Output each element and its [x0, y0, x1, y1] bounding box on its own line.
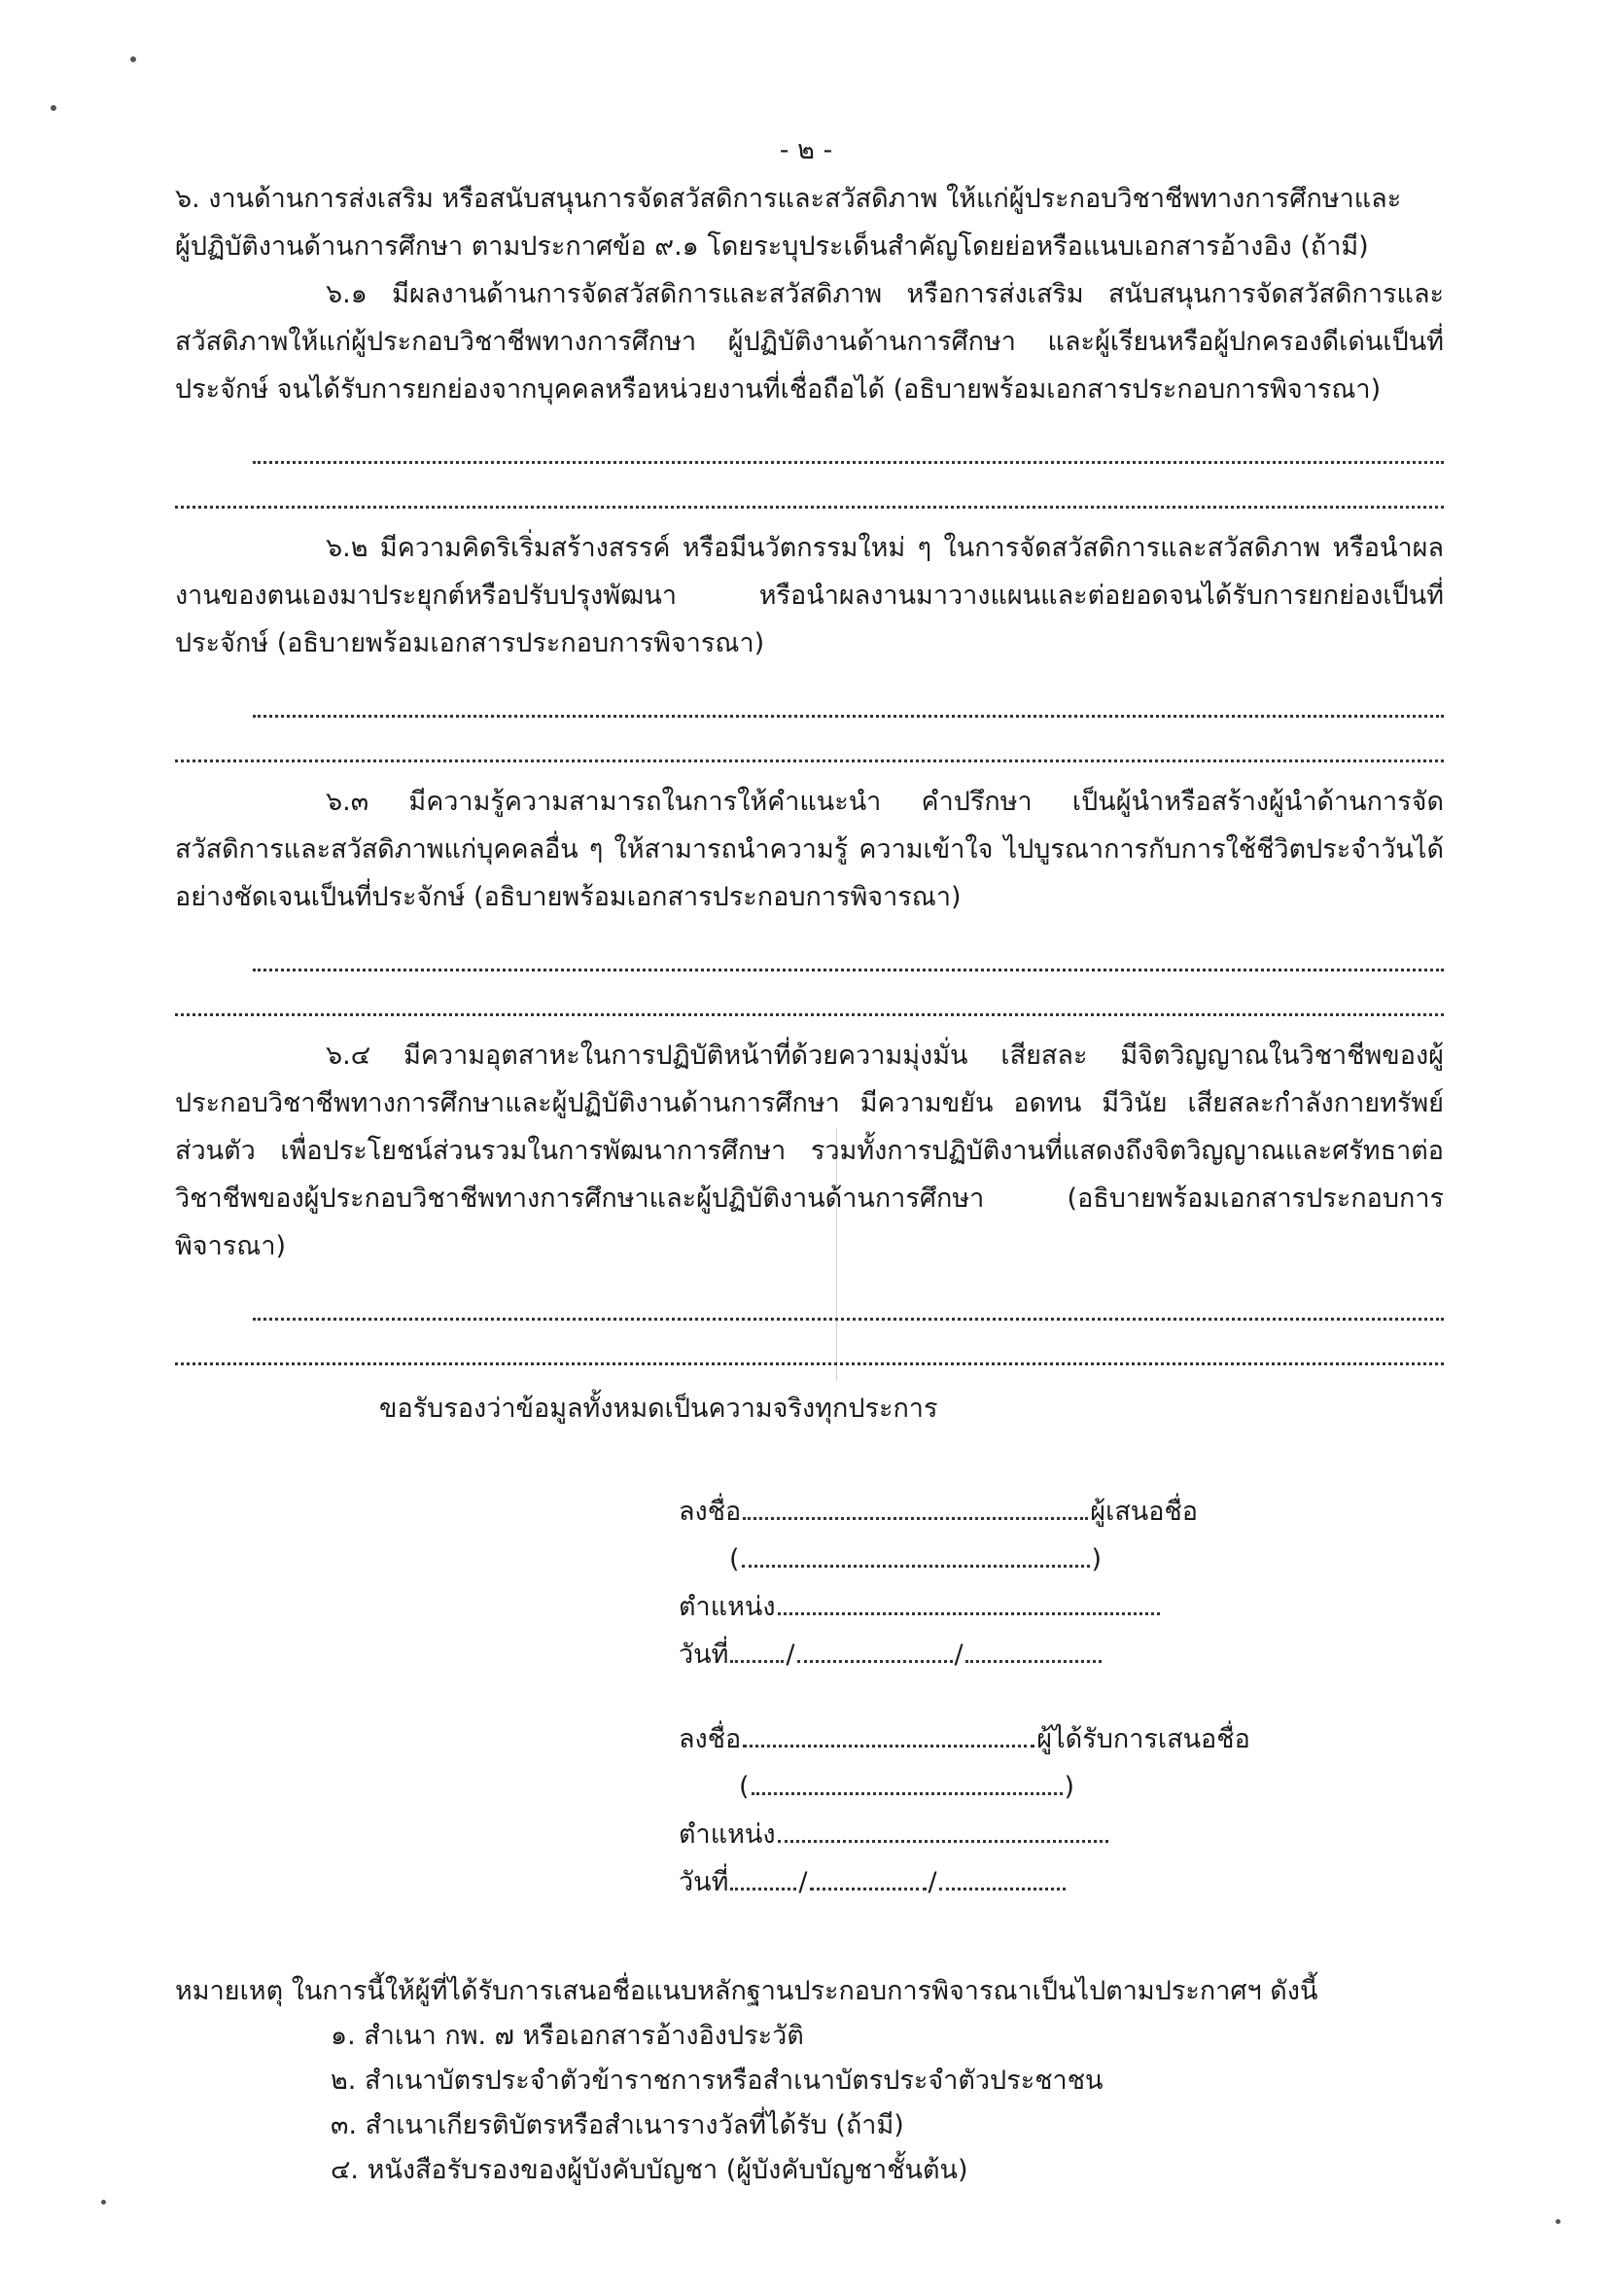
date-label: วันที่ [679, 1640, 729, 1670]
date-month-field[interactable] [797, 1639, 953, 1663]
note-item: ๓. สำเนาเกียรติบัตรหรือสำเนารางวัลที่ได้รับ (ถ้ามี) [331, 2110, 904, 2140]
position-field[interactable] [778, 1819, 1108, 1843]
scan-speck [1556, 2219, 1560, 2224]
printed-name-field[interactable] [742, 1543, 1090, 1568]
proposer-position-row [679, 1583, 1198, 1631]
nominee-name-row [679, 1763, 1250, 1811]
signature-field[interactable] [743, 1723, 1034, 1748]
answer-dotted-line[interactable] [175, 1321, 1444, 1365]
note-item: ๑. สำเนา กพ. ๗ หรือเอกสารอ้างอิงประวัติ [331, 2021, 804, 2051]
open-paren: ( [739, 1772, 750, 1802]
answer-dotted-line[interactable] [253, 419, 1444, 464]
item-6-4-answer-lines[interactable] [175, 1276, 1444, 1365]
answer-dotted-line[interactable] [253, 673, 1444, 718]
section-6-title-line-1: ๖. งานด้านการส่งเสริม หรือสนับสนุนการจัดสวัสดิการและสวัสดิภาพ ให้แก่ผู้ประกอบวิชาชีพทางการศึกษาและ [175, 184, 1402, 214]
nominee-date-row [679, 1858, 1250, 1906]
signature-field[interactable] [743, 1496, 1088, 1520]
note-item: ๔. หนังสือรับรองของผู้บังคับบัญชา (ผู้บังคับบัญชาชั้นต้น) [331, 2155, 968, 2185]
position-field[interactable] [778, 1591, 1160, 1615]
date-month-field[interactable] [810, 1866, 927, 1890]
section-6-title-line-2: ผู้ปฏิบัติงานด้านการศึกษา ตามประกาศข้อ ๙.๑ โดยระบุประเด็นสำคัญโดยย่อหรือแนบเอกสารอ้างอิง (ถ้ามี) [175, 231, 1369, 262]
item-6-4-text: ๖.๔ มีความอุตสาหะในการปฏิบัติหน้าที่ด้วยความมุ่งมั่น เสียสละ มีจิตวิญญาณในวิชาชีพของผู้ประกอบวิชาชีพทางการศึกษาและผู้ปฏิบัติงานด้านการศึกษา มีความขยัน อดทน มีวินัย เสียสละกำลังกายทรัพย์ส่วนตัว เพื่อประโยชน์ส่วนรวมในการพัฒนาการศึกษา รวมทั้งการปฏิบัติงานที่แสดงถึงจิตวิญญาณและศรัทธาต่อวิชาชีพของผู้ประกอบวิชาชีพทางการศึกษาและผู้ปฏิบัติงานด้านการศึกษา (อธิบายพร้อมเอกสารประกอบการพิจารณา) [175, 1041, 1444, 1261]
nominee-position-row [679, 1811, 1250, 1858]
answer-dotted-line[interactable] [253, 1276, 1444, 1321]
item-6-2-answer-lines[interactable] [175, 673, 1444, 762]
scan-speck [51, 105, 56, 111]
nominee-role-label: ผู้ได้รับการเสนอชื่อ [1036, 1724, 1250, 1754]
certification-statement: ขอรับรองว่าข้อมูลทั้งหมดเป็นความจริงทุกประการ [379, 1394, 938, 1424]
date-separator: / [928, 1867, 937, 1897]
answer-dotted-line[interactable] [175, 718, 1444, 762]
note-item: ๒. สำเนาบัตรประจำตัวข้าราชการหรือสำเนาบัตรประจำตัวประชาชน [331, 2066, 1104, 2096]
date-year-field[interactable] [939, 1866, 1066, 1890]
sign-label: ลงชื่อ [679, 1497, 742, 1527]
proposer-role-label: ผู้เสนอชื่อ [1090, 1497, 1199, 1527]
sign-label: ลงชื่อ [679, 1724, 742, 1754]
answer-dotted-line[interactable] [175, 971, 1444, 1016]
item-6-2-text: ๖.๒ มีความคิดริเริ่มสร้างสรรค์ หรือมีนวัตกรรมใหม่ ๆ ในการจัดสวัสดิการและสวัสดิภาพ หรือนำผลงานของตนเองมาประยุกต์หรือปรับปรุงพัฒนา หรือนำผลงานมาวางแผนและต่อยอดจนได้รับการยกย่องเป็นที่ประจักษ์ (อธิบายพร้อมเอกสารประกอบการพิจารณา) [175, 533, 1444, 658]
date-year-field[interactable] [965, 1639, 1102, 1663]
position-label: ตำแหน่ง [679, 1819, 776, 1850]
printed-name-field[interactable] [752, 1771, 1063, 1795]
item-6-1-answer-lines[interactable] [175, 419, 1444, 509]
nominee-sign-row [679, 1715, 1250, 1763]
proposer-date-row [679, 1631, 1198, 1678]
open-paren: ( [729, 1544, 740, 1574]
date-separator: / [786, 1640, 795, 1670]
position-label: ตำแหน่ง [679, 1592, 776, 1622]
main-content [175, 175, 1444, 1432]
notes-section [175, 1969, 1444, 2193]
proposer-sign-row [679, 1488, 1198, 1536]
date-label: วันที่ [679, 1867, 729, 1897]
page-number: - ๒ - [779, 135, 833, 165]
scan-speck [101, 2200, 106, 2205]
close-paren: ) [1064, 1772, 1075, 1802]
date-separator: / [954, 1640, 964, 1670]
proposer-name-row [679, 1536, 1198, 1583]
date-day-field[interactable] [730, 1866, 796, 1890]
scan-speck [130, 56, 136, 62]
date-day-field[interactable] [730, 1639, 784, 1663]
item-6-1-text: ๖.๑ มีผลงานด้านการจัดสวัสดิการและสวัสดิภาพ หรือการส่งเสริม สนับสนุนการจัดสวัสดิการและสวัสดิภาพให้แก่ผู้ประกอบวิชาชีพทางการศึกษา ผู้ปฏิบัติงานด้านการศึกษา และผู้เรียนหรือผู้ปกครองดีเด่นเป็นที่ประจักษ์ จนได้รับการยกย่องจากบุคคลหรือหน่วยงานที่เชื่อถือได้ (อธิบายพร้อมเอกสารประกอบการพิจารณา) [175, 279, 1444, 405]
answer-dotted-line[interactable] [253, 927, 1444, 971]
proposer-signature-block [679, 1488, 1198, 1678]
nominee-signature-block [679, 1715, 1250, 1906]
notes-heading: หมายเหตุ ในการนี้ให้ผู้ที่ได้รับการเสนอชื่อแนบหลักฐานประกอบการพิจารณาเป็นไปตามประกาศฯ ดังนี้ [175, 1976, 1318, 2006]
item-6-3-text: ๖.๓ มีความรู้ความสามารถในการให้คำแนะนำ คำปรึกษา เป็นผู้นำหรือสร้างผู้นำด้านการจัดสวัสดิการและสวัสดิภาพแก่บุคคลอื่น ๆ ให้สามารถนำความรู้ ความเข้าใจ ไปบูรณาการกับการใช้ชีวิตประจำวันได้อย่างชัดเจนเป็นที่ประจักษ์ (อธิบายพร้อมเอกสารประกอบการพิจารณา) [175, 787, 1444, 912]
close-paren: ) [1091, 1544, 1103, 1574]
date-separator: / [798, 1867, 808, 1897]
answer-dotted-line[interactable] [175, 464, 1444, 509]
item-6-3-answer-lines[interactable] [175, 927, 1444, 1016]
